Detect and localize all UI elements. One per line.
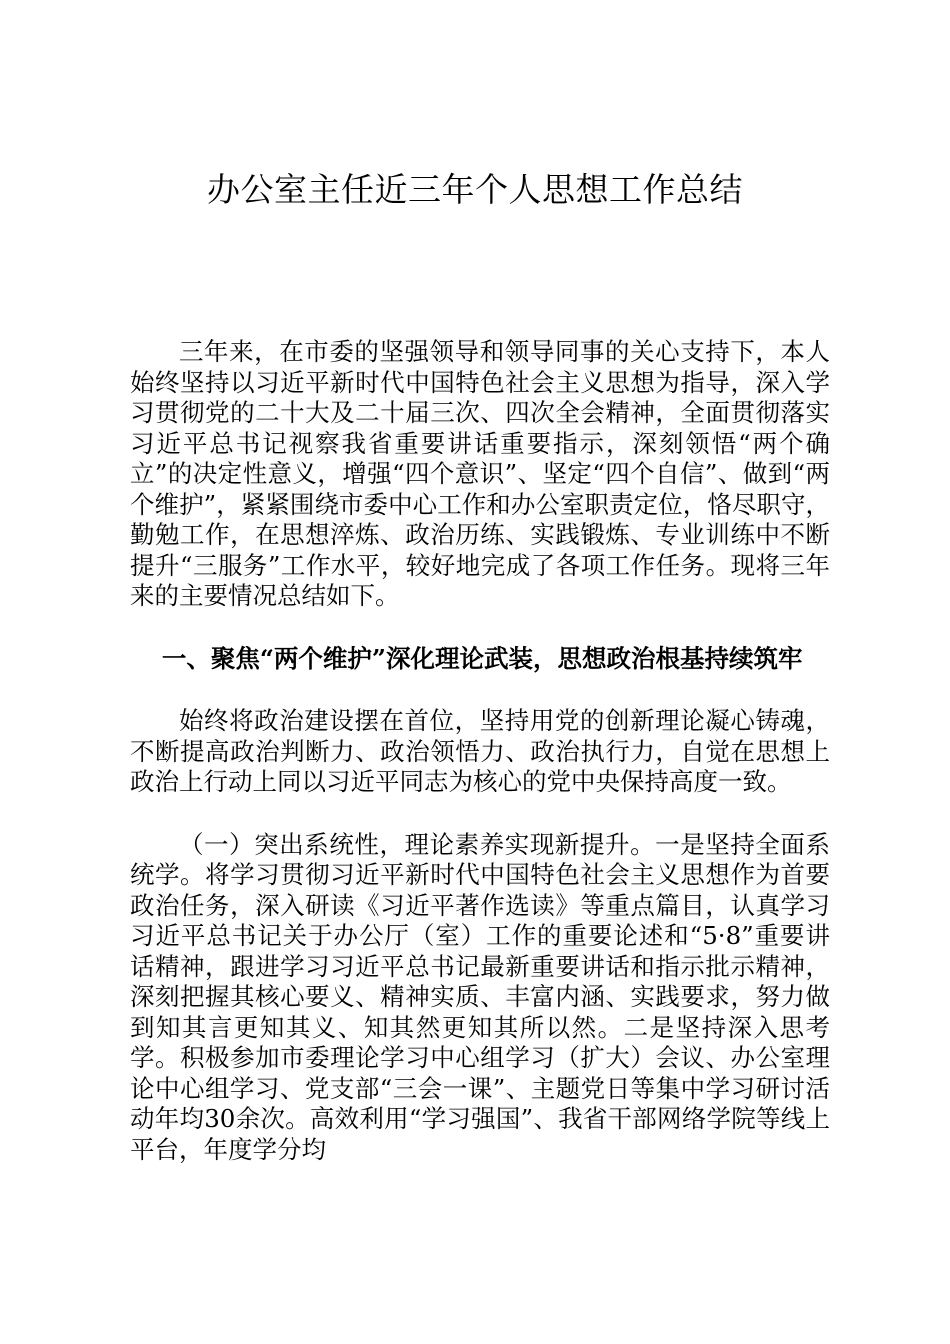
document-title: 办公室主任近三年个人思想工作总结	[207, 170, 743, 209]
intro-paragraph: 三年来，在市委的坚强领导和领导同事的关心支持下，本人始终坚持以习近平新时代中国特色社会主义思想为指导，深入学习贯彻党的二十大及二十届三次、四次全会精神，全面贯彻落实习近平总书记视察我省重要讲话重要指示，深刻领悟“两个确立”的决定性意义，增强“四个意识”、坚定“四个自信”、做到“两个维护”，紧紧围绕市委中心工作和办公室职责定位，恪尽职守，勤勉工作，在思想淬炼、政治历练、实践锻炼、专业训练中不断提升“三服务”工作水平，较好地完成了各项工作任务。现将三年来的主要情况总结如下。	[130, 337, 830, 610]
document-body	[130, 337, 830, 1165]
subsection-1-paragraph: （一）突出系统性，理论素养实现新提升。一是坚持全面系统学。将学习贯彻习近平新时代中国特色社会主义思想作为首要政治任务，深入研读《习近平著作选读》等重点篇目，认真学习习近平总书记关于办公厅（室）工作的重要论述和“5·8”重要讲话精神，跟进学习习近平总书记最新重要讲话和指示批示精神，深刻把握其核心要义、精神实质、丰富内涵、实践要求，努力做到知其言更知其义、知其然更知其所以然。二是坚持深入思考学。积极参加市委理论学习中心组学习（扩大）会议、办公室理论中心组学习、党支部“三会一课”、主题党日等集中学习研讨活动年均30余次。高效利用“学习强国”、我省干部网络学院等线上平台，年度学分均	[130, 829, 830, 1164]
section-heading-1: 一、聚焦“两个维护”深化理论武装，思想政治根基持续筑牢	[161, 643, 803, 673]
section-1-paragraph: 始终将政治建设摆在首位，坚持用党的创新理论凝心铸魂，不断提高政治判断力、政治领悟力、政治执行力，自觉在思想上政治上行动上同以习近平同志为核心的党中央保持高度一致。	[130, 706, 830, 796]
